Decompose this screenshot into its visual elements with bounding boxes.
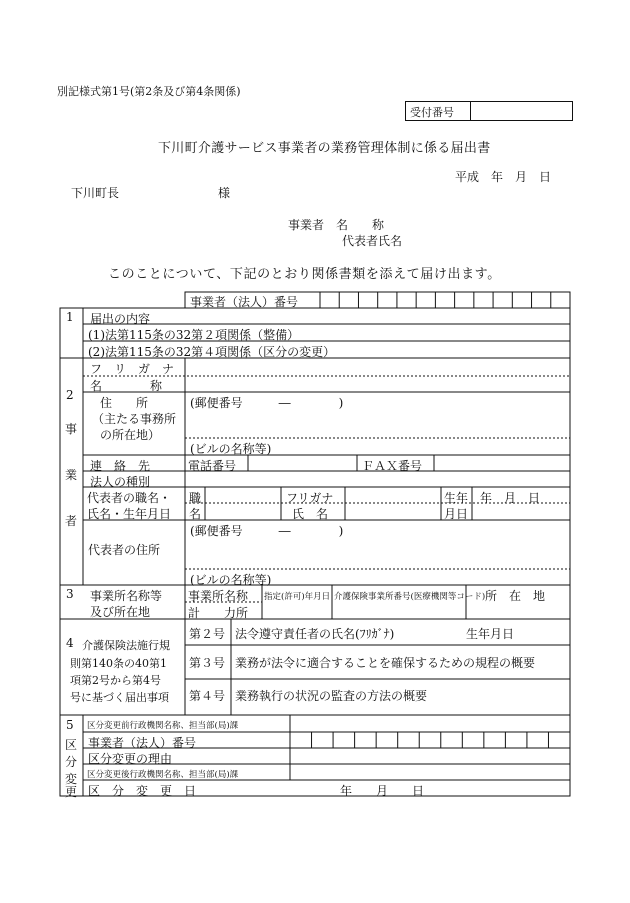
s5-side-2: 分 bbox=[65, 755, 78, 769]
location-header: 所 在 地 bbox=[485, 589, 546, 603]
receipt-label: 受付番号 bbox=[410, 106, 454, 119]
s4-label-2: 則第140条の40第1 bbox=[70, 657, 167, 670]
next-agency-label: 区分変更後行政機関名称、担当部(局)課 bbox=[87, 770, 239, 780]
phone-label: 電話番号 bbox=[188, 459, 237, 473]
rep-position-label: 職 bbox=[189, 491, 202, 505]
birth-label-2: 月日 bbox=[444, 507, 469, 521]
intro-text: このことについて、下記のとおり関係書類を添えて届け出ます。 bbox=[108, 267, 501, 282]
rep-position-label-2: 名 bbox=[189, 507, 202, 521]
contact-label: 連 絡 先 bbox=[90, 459, 151, 473]
option-maintenance[interactable]: (1)法第115条の32第２項関係（整備） bbox=[88, 328, 300, 342]
birth-label-1: 生年 bbox=[444, 491, 469, 505]
section-4-number: 4 bbox=[66, 636, 74, 650]
postal-code-field[interactable]: (郵便番号 ― ) bbox=[190, 396, 344, 410]
s5-corp-number-label: 事業者（法人）番号 bbox=[88, 736, 197, 750]
rep-title-label-1: 代表者の職名・ bbox=[87, 491, 172, 505]
office-label-1: 事業所名称等 bbox=[90, 589, 163, 603]
section-1-number: 1 bbox=[66, 310, 74, 324]
fax-label: ＦＡＸ番号 bbox=[362, 459, 423, 473]
designation-date-header: 指定(許可)年月日 bbox=[264, 592, 331, 602]
building-name-field[interactable]: (ビルの名称等) bbox=[190, 442, 272, 456]
section-3-number: 3 bbox=[66, 587, 74, 601]
section-2-side-2: 業 bbox=[65, 468, 78, 482]
s5-side-1: 区 bbox=[65, 738, 78, 752]
address-label-2: （主たる事務所 bbox=[92, 412, 177, 426]
option-category-change[interactable]: (2)法第115条の32第４項関係（区分の変更） bbox=[88, 345, 336, 359]
section-2-number: 2 bbox=[66, 388, 74, 402]
audit-method-label: 業務執行の状況の監査の方法の概要 bbox=[235, 689, 428, 703]
address-label-3: の所在地） bbox=[100, 428, 161, 442]
section-1-title: 届出の内容 bbox=[90, 312, 151, 326]
s4-label-3: 項第2号から第4号 bbox=[70, 674, 161, 687]
compliance-officer-label: 法令遵守責任者の氏名(ﾌﾘｶﾞﾅ) bbox=[235, 627, 395, 641]
date-line: 平成 年 月 日 bbox=[455, 170, 552, 184]
representative-label: 代表者氏名 bbox=[342, 234, 403, 248]
section-2-side-3: 者 bbox=[65, 514, 78, 528]
addressee: 下川町長 bbox=[71, 186, 120, 200]
provider-number-header: 介護保険事業所番号(医療機関等コード) bbox=[334, 592, 486, 602]
birth-date-field[interactable]: 年 月 日 bbox=[480, 491, 541, 505]
addressee-honorific: 様 bbox=[218, 186, 231, 200]
rep-furigana-label: フリガナ bbox=[286, 491, 334, 505]
s5-side-3: 変 bbox=[65, 772, 78, 786]
office-count-label: 計 力所 bbox=[188, 606, 249, 620]
change-date-field[interactable]: 年 月 日 bbox=[340, 784, 425, 798]
rep-title-label-2: 氏名・生年月日 bbox=[87, 507, 172, 521]
s4-label-4: 号に基づく届出事項 bbox=[70, 691, 169, 704]
name-label: 名 称 bbox=[90, 379, 163, 393]
rep-building-field[interactable]: (ビルの名称等) bbox=[190, 573, 272, 587]
compliance-rules-label: 業務が法令に適合することを確保するための規程の概要 bbox=[235, 656, 536, 670]
operator-name-label: 事業者 名 称 bbox=[288, 218, 385, 232]
address-label-1: 住 所 bbox=[100, 396, 149, 410]
page-title: 下川町介護サービス事業者の業務管理体制に係る届出書 bbox=[158, 141, 491, 156]
furigana-label: フ リ ガ ナ bbox=[90, 362, 175, 376]
change-date-label: 区 分 変 更 日 bbox=[88, 784, 197, 798]
prev-agency-label: 区分変更前行政機関名称、担当部(局)課 bbox=[87, 721, 239, 731]
rep-postal-field[interactable]: (郵便番号 ― ) bbox=[190, 524, 344, 538]
s4-label-1: 介護保険法施行規 bbox=[82, 639, 170, 652]
section-5-number: 5 bbox=[66, 718, 74, 732]
office-name-header: 事業所名称 bbox=[188, 589, 249, 603]
item-2-number: 第２号 bbox=[189, 627, 226, 641]
s5-side-4: 更 bbox=[65, 785, 78, 799]
compliance-officer-birth: 生年月日 bbox=[466, 627, 515, 641]
form-reference: 別記様式第1号(第2条及び第4条関係) bbox=[57, 85, 241, 98]
item-3-number: 第３号 bbox=[189, 656, 226, 670]
change-reason-label: 区分変更の理由 bbox=[88, 752, 173, 766]
rep-address-label: 代表者の住所 bbox=[88, 543, 161, 557]
rep-name-label: 氏 名 bbox=[292, 507, 329, 521]
corp-type-label: 法人の種別 bbox=[90, 475, 151, 489]
item-4-number: 第４号 bbox=[189, 689, 226, 703]
section-2-side-1: 事 bbox=[65, 422, 78, 436]
corp-number-label: 事業者（法人）番号 bbox=[190, 295, 299, 309]
office-label-2: 及び所在地 bbox=[90, 605, 151, 619]
